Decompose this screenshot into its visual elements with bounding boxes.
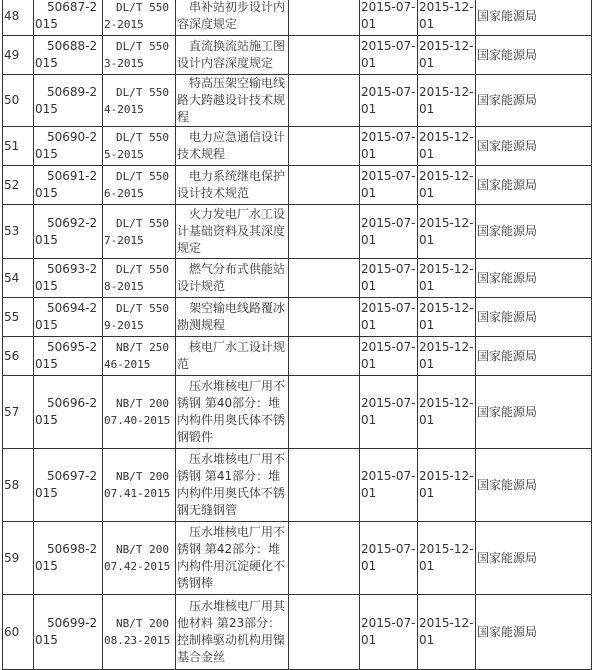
standard-code [103, 205, 176, 259]
table-row [3, 337, 592, 376]
publish-date: 2015-07-01 [360, 75, 418, 127]
standard-number [34, 127, 103, 166]
row-index: 55 [3, 298, 34, 337]
standard-title-text: 燃气分布式供能站设计规范 [177, 262, 286, 293]
standard-code-text: NB/T 20008.23-2015 [104, 617, 171, 647]
row-index: 52 [3, 166, 34, 205]
standard-code-text: DL/T 5504-2015 [104, 85, 169, 116]
standard-title [176, 36, 289, 75]
standard-title [176, 166, 289, 205]
standard-title-text: 压水堆核电厂用不锈钢 第40部分：堆内构件用奥氏体不锈钢锻件 [177, 379, 286, 444]
replaced-standard [289, 595, 360, 670]
standard-number-text: 50695-2015 [35, 340, 98, 371]
row-index: 48 [3, 0, 34, 36]
standard-number-text: 50692-2015 [35, 215, 98, 247]
standard-title [176, 75, 289, 127]
standard-title-text: 压水堆核电厂用不锈钢 第42部分：堆内构件用沉淀硬化不锈钢棒 [177, 525, 286, 590]
row-index: 60 [3, 595, 34, 670]
table-row [3, 36, 592, 75]
standard-number [34, 337, 103, 376]
standard-code [103, 127, 176, 166]
standard-title-text: 压水堆核电厂用其他材料 第23部分：控制棒驱动机构用镍基合金丝 [177, 599, 286, 664]
approving-department: 国家能源局 [476, 166, 592, 205]
publish-date: 2015-07-01 [360, 595, 418, 670]
standard-title [176, 449, 289, 522]
standard-code-text: DL/T 5506-2015 [104, 170, 169, 200]
table-row [3, 127, 592, 166]
standard-code-text: NB/T 20007.40-2015 [104, 397, 171, 427]
standard-number-text: 50693-2015 [35, 262, 98, 293]
standard-number [34, 449, 103, 522]
standard-number [34, 166, 103, 205]
standard-number [34, 75, 103, 127]
approving-department: 国家能源局 [476, 36, 592, 75]
replaced-standard [289, 259, 360, 298]
standard-number [34, 595, 103, 670]
effective-date: 2015-12-01 [418, 75, 476, 127]
standard-code [103, 0, 176, 36]
replaced-standard [289, 0, 360, 36]
row-index: 53 [3, 205, 34, 259]
row-index: 57 [3, 376, 34, 449]
publish-date: 2015-07-01 [360, 0, 418, 36]
effective-date: 2015-12-01 [418, 449, 476, 522]
standard-code-text: NB/T 20007.41-2015 [104, 470, 171, 500]
row-index: 56 [3, 337, 34, 376]
row-index: 58 [3, 449, 34, 522]
standard-number-text: 50694-2015 [35, 301, 98, 332]
table-row [3, 298, 592, 337]
effective-date: 2015-12-01 [418, 376, 476, 449]
standard-number [34, 376, 103, 449]
standard-number-text: 50691-2015 [35, 169, 98, 200]
replaced-standard [289, 36, 360, 75]
effective-date: 2015-12-01 [418, 166, 476, 205]
effective-date: 2015-12-01 [418, 522, 476, 595]
standard-number-text: 50690-2015 [35, 130, 98, 161]
approving-department: 国家能源局 [476, 127, 592, 166]
standard-title-text: 压水堆核电厂用不锈钢 第41部分：堆内构件用奥氏体不锈钢无缝钢管 [177, 452, 286, 517]
standard-code [103, 376, 176, 449]
standard-title-text: 特高压架空输电线路大跨越设计技术规程 [177, 76, 286, 124]
replaced-standard [289, 75, 360, 127]
standard-code [103, 166, 176, 205]
table-row [3, 205, 592, 259]
publish-date: 2015-07-01 [360, 36, 418, 75]
standard-code-text: DL/T 5508-2015 [104, 263, 169, 293]
publish-date: 2015-07-01 [360, 127, 418, 166]
table-row [3, 522, 592, 595]
standard-number [34, 36, 103, 75]
publish-date: 2015-07-01 [360, 376, 418, 449]
standard-code-text: DL/T 5503-2015 [104, 40, 169, 70]
approving-department: 国家能源局 [476, 205, 592, 259]
replaced-standard [289, 205, 360, 259]
publish-date: 2015-07-01 [360, 205, 418, 259]
standard-title [176, 0, 289, 36]
publish-date: 2015-07-01 [360, 259, 418, 298]
standard-number [34, 205, 103, 259]
table-row [3, 376, 592, 449]
standard-title [176, 376, 289, 449]
effective-date: 2015-12-01 [418, 127, 476, 166]
replaced-standard [289, 449, 360, 522]
standard-title-text: 电力应急通信设计技术规程 [177, 130, 286, 161]
standard-number-text: 50696-2015 [35, 396, 98, 427]
table-row [3, 166, 592, 205]
standards-table [2, 0, 592, 670]
standard-title [176, 298, 289, 337]
effective-date: 2015-12-01 [418, 205, 476, 259]
approving-department: 国家能源局 [476, 0, 592, 36]
effective-date: 2015-12-01 [418, 259, 476, 298]
standard-number [34, 522, 103, 595]
standard-title [176, 595, 289, 670]
approving-department: 国家能源局 [476, 337, 592, 376]
standard-title-text: 串补站初步设计内容深度规定 [177, 0, 286, 31]
standard-code-text: NB/T 25046-2015 [104, 341, 169, 371]
row-index: 54 [3, 259, 34, 298]
approving-department: 国家能源局 [476, 595, 592, 670]
standard-number-text: 50699-2015 [35, 616, 98, 647]
standard-code [103, 259, 176, 298]
standard-code-text: DL/T 5509-2015 [104, 302, 169, 332]
approving-department: 国家能源局 [476, 259, 592, 298]
standards-table-body [3, 0, 592, 670]
replaced-standard [289, 166, 360, 205]
publish-date: 2015-07-01 [360, 298, 418, 337]
replaced-standard [289, 337, 360, 376]
standard-code-text: DL/T 5502-2015 [104, 1, 169, 31]
row-index: 59 [3, 522, 34, 595]
standard-number-text: 50698-2015 [35, 542, 98, 573]
table-row [3, 0, 592, 36]
standard-number-text: 50689-2015 [35, 84, 98, 116]
approving-department: 国家能源局 [476, 449, 592, 522]
standard-code [103, 36, 176, 75]
effective-date: 2015-12-01 [418, 0, 476, 36]
approving-department: 国家能源局 [476, 75, 592, 127]
replaced-standard [289, 376, 360, 449]
row-index: 50 [3, 75, 34, 127]
replaced-standard [289, 522, 360, 595]
row-index: 51 [3, 127, 34, 166]
publish-date: 2015-07-01 [360, 522, 418, 595]
standard-number-text: 50688-2015 [35, 39, 98, 70]
standard-code-text: NB/T 20007.42-2015 [104, 543, 171, 573]
standard-code-text: DL/T 5505-2015 [104, 131, 169, 161]
publish-date: 2015-07-01 [360, 449, 418, 522]
standard-code [103, 449, 176, 522]
standard-number [34, 259, 103, 298]
standard-code [103, 522, 176, 595]
standard-number-text: 50687-2015 [35, 0, 98, 31]
approving-department: 国家能源局 [476, 376, 592, 449]
standard-title-text: 火力发电厂水工设计基础资料及其深度规定 [177, 207, 286, 255]
standard-title-text: 直流换流站施工图设计内容深度规定 [177, 39, 286, 70]
approving-department: 国家能源局 [476, 522, 592, 595]
standard-title-text: 核电厂水工设计规范 [177, 340, 286, 371]
publish-date: 2015-07-01 [360, 166, 418, 205]
standard-number-text: 50697-2015 [35, 469, 98, 500]
table-row [3, 449, 592, 522]
standard-number [34, 0, 103, 36]
standard-title-text: 架空输电线路覆冰勘测规程 [177, 301, 286, 332]
standard-code [103, 298, 176, 337]
effective-date: 2015-12-01 [418, 595, 476, 670]
standard-title [176, 205, 289, 259]
standard-code-text: DL/T 5507-2015 [104, 216, 169, 247]
publish-date: 2015-07-01 [360, 337, 418, 376]
table-row [3, 595, 592, 670]
standard-title [176, 337, 289, 376]
replaced-standard [289, 298, 360, 337]
standard-number [34, 298, 103, 337]
standard-title [176, 522, 289, 595]
effective-date: 2015-12-01 [418, 298, 476, 337]
table-row [3, 259, 592, 298]
standard-code [103, 595, 176, 670]
row-index: 49 [3, 36, 34, 75]
standard-title [176, 259, 289, 298]
approving-department: 国家能源局 [476, 298, 592, 337]
effective-date: 2015-12-01 [418, 36, 476, 75]
replaced-standard [289, 127, 360, 166]
standard-title [176, 127, 289, 166]
standard-title-text: 电力系统继电保护设计技术规范 [177, 169, 286, 200]
table-row [3, 75, 592, 127]
effective-date: 2015-12-01 [418, 337, 476, 376]
standard-code [103, 75, 176, 127]
standard-code [103, 337, 176, 376]
